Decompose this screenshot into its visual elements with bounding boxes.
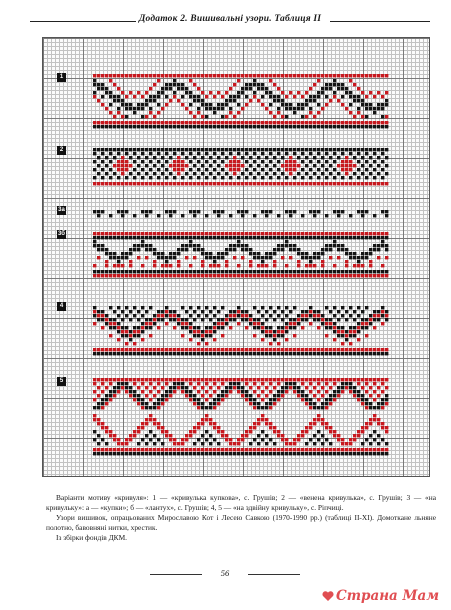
figure-caption [46, 493, 436, 543]
row-label: 1 [57, 73, 66, 82]
page-number-rule-left [150, 574, 202, 575]
cross-stitch-grid [42, 37, 430, 477]
row-label: 3а [58, 207, 65, 213]
row-label: 3б [57, 231, 66, 237]
page-number-rule-right [248, 574, 300, 575]
row-label: 5 [57, 377, 66, 386]
page-number: 56 [150, 568, 300, 578]
caption-collection: Із збірки фондів ДКМ. [56, 533, 128, 542]
watermark-text: Страна Мам [336, 588, 440, 604]
heart-icon [322, 590, 334, 602]
site-watermark[interactable] [336, 584, 451, 608]
page-header [30, 14, 430, 30]
row-label: 4 [57, 302, 66, 311]
row-label: 2 [57, 146, 66, 155]
caption-variants: Варіанти мотиву «кривуля»: 1 — «кривулька купкова», с. Грушів; 2 — «венена кривулька», с. Грушів; 3 — «на кривульку»: а — «купки»; б — «лантух», с. Грушів; 4, 5 — «на здвійну кривульку», с. Ріпчиці. [46, 493, 436, 512]
caption-source: Узори вишивок, опрацьованих Мирославою Кот і Лесею Савкою (1970-1990 рр.) (таблиці ІІ-ХІ). Домоткане льняне полотно, бавовняні нитки, хрестик. [46, 513, 436, 532]
page-title: Додаток 2. Вишивальні узори. Таблиця ІІ [30, 14, 430, 24]
